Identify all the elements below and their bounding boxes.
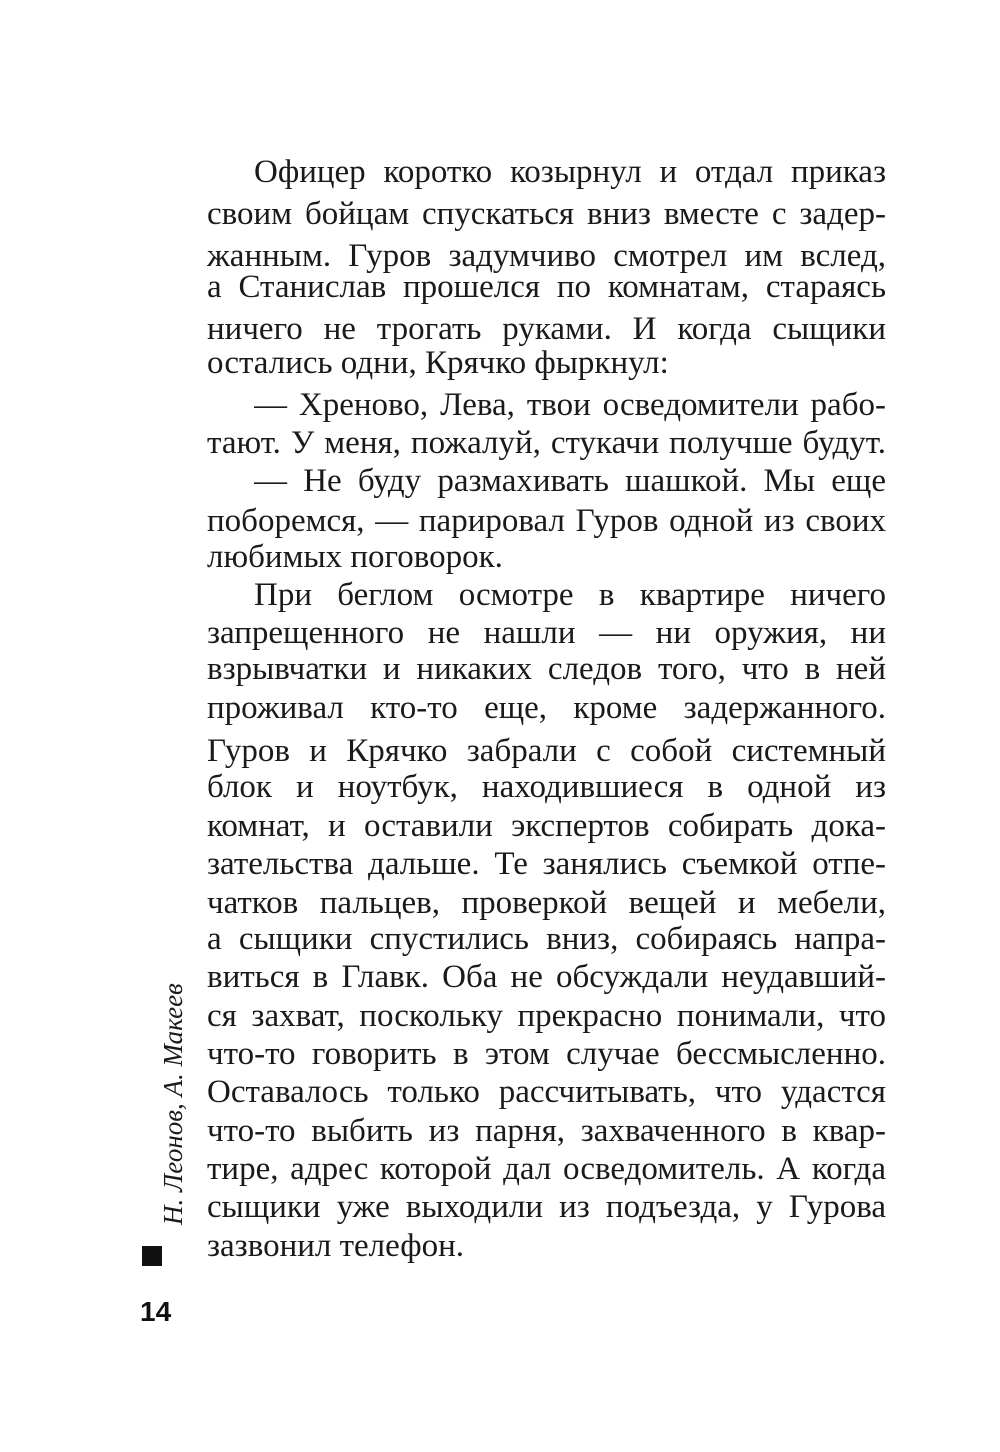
text-line: Оставалось только рассчитывать, что удастся	[207, 1074, 886, 1110]
text-line: что-то говорить в этом случае бессмысленно.	[207, 1036, 886, 1072]
text-line: любимых поговорок.	[207, 539, 503, 575]
text-line: взрывчатки и никаких следов того, что в ней	[207, 651, 886, 687]
text-line: жанным. Гуров задумчиво смотрел им вслед,	[207, 238, 886, 274]
text-line: тают. У меня, пожалуй, стукачи получше будут.	[207, 425, 886, 461]
text-line: запрещенного не нашли — ни оружия, ни	[207, 615, 886, 651]
text-line: что-то выбить из парня, захваченного в квар-	[207, 1113, 886, 1149]
text-line: блок и ноутбук, находившиеся в одной из	[207, 769, 886, 805]
running-head-authors: Н. Леонов, А. Макеев	[158, 983, 188, 1225]
text-line: поборемся, — парировал Гуров одной из своих	[207, 503, 886, 539]
text-line: виться в Главк. Оба не обсуждали неудавший-	[207, 959, 886, 995]
text-line: а сыщики спустились вниз, собираясь напра-	[207, 921, 886, 957]
text-line: Гуров и Крячко забрали с собой системный	[207, 733, 886, 769]
text-line: тире, адрес которой дал осведомитель. А когда	[207, 1151, 886, 1187]
text-line: зазвонил телефон.	[207, 1228, 464, 1264]
text-line: зательства дальше. Те занялись съемкой отпе-	[207, 846, 886, 882]
text-line: сыщики уже выходили из подъезда, у Гурова	[207, 1189, 886, 1225]
text-line: — Не буду размахивать шашкой. Мы еще	[254, 463, 886, 499]
text-line: — Хреново, Лева, твои осведомители рабо-	[254, 387, 886, 423]
text-line: ся захват, поскольку прекрасно понимали, что	[207, 998, 886, 1034]
text-line: ничего не трогать руками. И когда сыщики	[207, 311, 886, 347]
text-line: проживал кто-то еще, кроме задержанного.	[207, 690, 886, 726]
text-line: При беглом осмотре в квартире ничего	[254, 577, 886, 613]
text-line: комнат, и оставили экспертов собирать дока-	[207, 808, 886, 844]
text-line: чатков пальцев, проверкой вещей и мебели,	[207, 885, 886, 921]
page-number: 14	[140, 1296, 172, 1327]
black-square-marker	[142, 1246, 162, 1266]
text-line: Офицер коротко козырнул и отдал приказ	[254, 154, 886, 190]
text-line: остались одни, Крячко фыркнул:	[207, 345, 669, 381]
text-line: а Станислав прошелся по комнатам, стараясь	[207, 269, 886, 305]
text-line: своим бойцам спускаться вниз вместе с задер-	[207, 196, 886, 232]
